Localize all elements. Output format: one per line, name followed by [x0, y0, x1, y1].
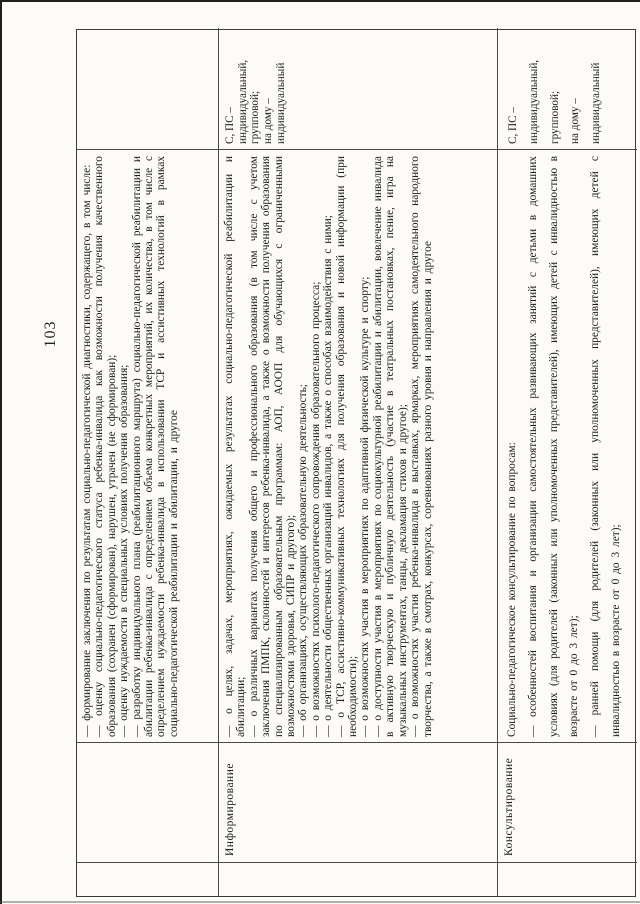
- content-paragraph: — о деятельности общественных организаций инвалидов, а также о способах взаимодействия с ними;: [322, 215, 335, 737]
- content-paragraph: — ранней помощи (для родителей (законных или уполномоченных представителей), имеющих детей с инвалидностью в возрасте от 0 до 3 лет);: [589, 156, 622, 737]
- service-name-cell-row1: [77, 742, 219, 862]
- form-line: групповой;: [249, 90, 262, 144]
- form-cell-row2: [219, 28, 498, 149]
- service-name-cell-row2: [219, 742, 498, 862]
- content-cell-row2: [219, 149, 498, 742]
- content-paragraph: — о ТСР, ассистивно-коммуникативных технологиях для получения образования и новой информации (при необходимости);: [334, 156, 360, 737]
- form-line: групповой;: [548, 90, 561, 144]
- form-line: С, ПС –: [507, 107, 519, 144]
- numbering-cell-row1: [77, 862, 219, 896]
- services-table: [76, 29, 636, 897]
- scan-edge-bottom: [0, 901, 640, 903]
- content-paragraph: — оценку нуждаемости в специальных условиях получения образования;: [118, 364, 131, 737]
- content-paragraph: — о возможностях участия в мероприятиях по адаптивной физической культуре и спорту;: [359, 276, 372, 737]
- content-paragraph: — о целях, задачах, мероприятиях, ожидаемых результатах социально-педагогической реабилитации и абилитации;: [223, 156, 248, 737]
- form-line: индивидуальный,: [527, 59, 540, 144]
- form-line: на дому –: [262, 98, 275, 144]
- content-paragraph: — формирование заключения по результатам социально-педагогической диагностики, содержащего, в том числе:: [81, 164, 93, 737]
- form-line: индивидуальный: [590, 62, 603, 144]
- content-paragraph: — об организациях, осуществляющих образовательную деятельность;: [297, 384, 310, 737]
- form-cell-row1: [77, 28, 219, 149]
- service-name-label: Консультирование: [503, 757, 515, 856]
- form-cell-row3: [498, 28, 637, 149]
- content-cell-row3: [498, 149, 637, 742]
- content-paragraph: — о различных вариантах получения общего и профессионального образования (в том числе с учетом заключения ПМПК, склонностей и интересов ребенка-инвалида, а также о возможности получения образования по специализированным образовательным программам: АОП, АООП для обучающихся с ограниченными возможностями здоровья, СИПР и другого);: [247, 156, 298, 737]
- scan-edge-top: [0, 0, 640, 2]
- content-cell-row1: [77, 149, 219, 742]
- content-paragraph: — особенностей воспитания и организации самостоятельных развивающих занятий с детьми в домашних условиях (для родителей (законных или уполномоченных представителей), имеющих детей с инвалидностью в возрасте от 0 до 3 лет);: [526, 156, 581, 737]
- service-name-cell-row3: [498, 742, 637, 862]
- form-line: индивидуальный: [274, 62, 287, 144]
- form-line: на дому –: [569, 98, 582, 144]
- scan-edge-left: [0, 0, 2, 904]
- content-paragraph: — оценку социально-педагогического статуса ребенка-инвалида как возможности получения качественного образования (сохранен (сформирован), нарушен, утрачен (не сформирован);: [93, 156, 118, 737]
- content-paragraph: — о возможностях психолого-педагогического сопровождения образовательного процесса;: [309, 281, 322, 737]
- form-line: С, ПС –: [224, 107, 236, 144]
- numbering-cell-row3: [498, 862, 637, 896]
- content-paragraph: Социально-педагогическое консультирование по вопросам:: [506, 442, 518, 737]
- service-name-label: Информирование: [224, 763, 236, 856]
- form-line: индивидуальный,: [236, 59, 249, 144]
- page-number: 103: [42, 320, 59, 348]
- numbering-cell-row2: [219, 862, 498, 896]
- content-paragraph: — о возможностях участия ребенка-инвалида в выставках, ярмарках, мероприятиях самодеятельного народного творчества, а также в смотрах, конкурсах, соревнованиях разного уровня и направления и другое: [409, 156, 434, 737]
- content-paragraph: — разработку индивидуального плана (реабилитационного маршрута) социально-педагогической реабилитации и абилитации ребенка-инвалида с определением объема конкретных мероприятий, их количества, в том числе с определением нуждаемости ребенка-инвалида в использовании ТСР и ассистивных технологий в рамках социально-педагогической реабилитации и абилитации, и другое: [130, 156, 180, 737]
- content-paragraph: — о доступности участия в мероприятиях по социокультурной реабилитации и абилитации, вовлечение инвалида в активную творческую и публичную деятельность (участие в театральных постановках, пение, игра на музыкальных инструментах, танцы, декламация стихов и другое);: [371, 156, 409, 737]
